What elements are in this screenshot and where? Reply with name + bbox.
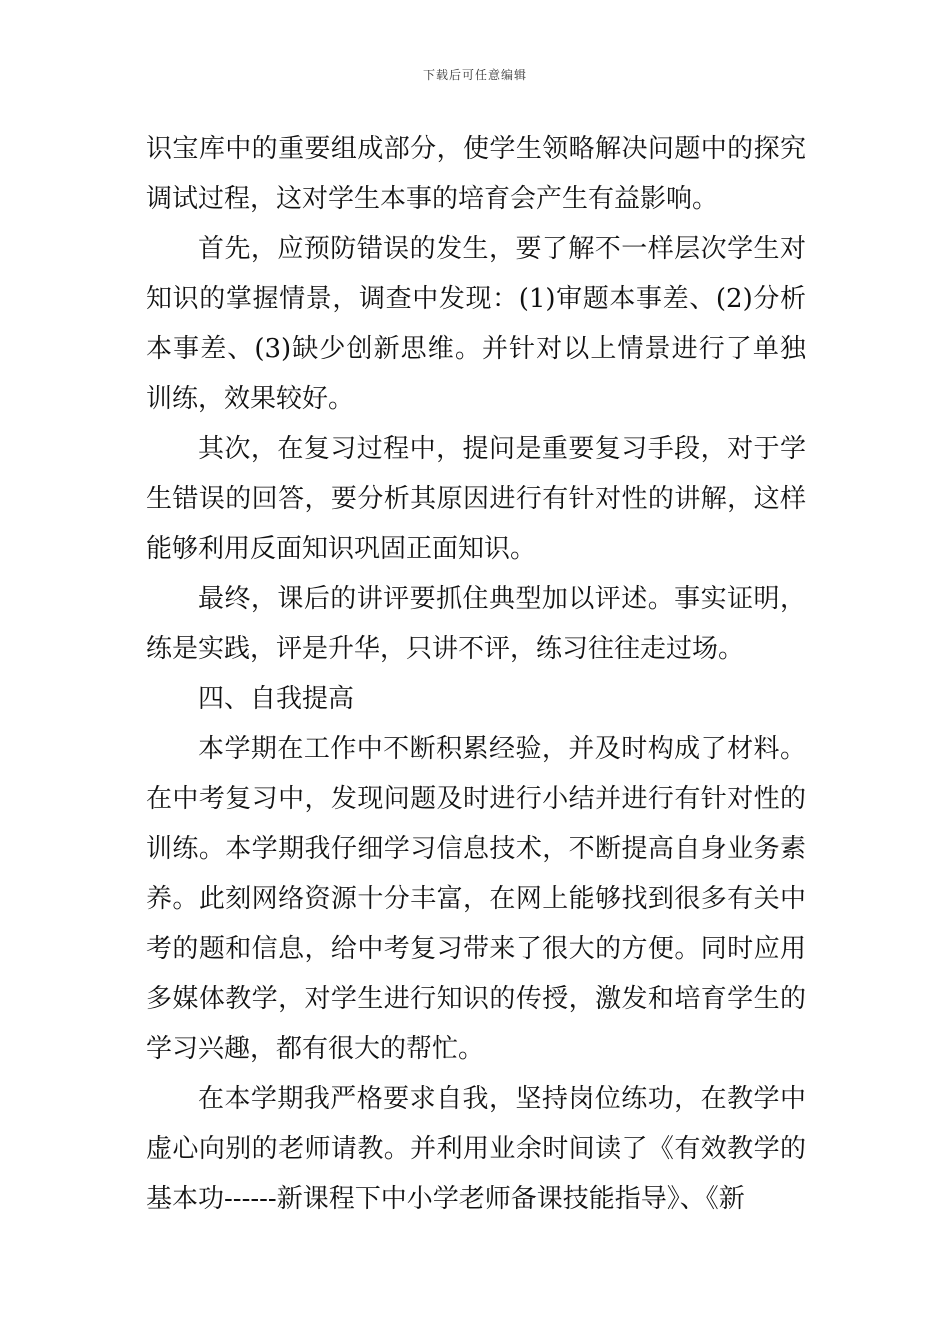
paragraph-1: 识宝库中的重要组成部分，使学生领略解决问题中的探究调试过程，这对学生本事的培育会产生有益影响。 [146,134,806,214]
paragraph-3: 其次，在复习过程中，提问是重要复习手段，对于学生错误的回答，要分析其原因进行有针对性的讲解，这样能够利用反面知识巩固正面知识。 [146,434,806,564]
paragraph-4: 最终，课后的讲评要抓住典型加以评述。事实证明，练是实践，评是升华，只讲不评，练习往往走过场。 [146,584,806,664]
section-heading: 四、自我提高 [198,684,355,714]
paragraph-6: 在本学期我严格要求自我，坚持岗位练功，在教学中虚心向别的老师请教。并利用业余时间读了《有效教学的基本功------新课程下中小学老师备课技能指导》、《新 [146,1084,806,1214]
document-body [146,124,806,1224]
paragraph-2: 首先，应预防错误的发生，要了解不一样层次学生对知识的掌握情景，调查中发现：(1)审题本事差、(2)分析本事差、(3)缺少创新思维。并针对以上情景进行了单独训练，效果较好。 [146,234,806,414]
paragraph-5: 本学期在工作中不断积累经验，并及时构成了材料。在中考复习中，发现问题及时进行小结并进行有针对性的训练。本学期我仔细学习信息技术，不断提高自身业务素养。此刻网络资源十分丰富，在网上能够找到很多有关中考的题和信息，给中考复习带来了很大的方便。同时应用多媒体教学，对学生进行知识的传授，激发和培育学生的学习兴趣，都有很大的帮忙。 [146,734,806,1064]
page-header-note: 下载后可任意编辑 [422,68,527,82]
